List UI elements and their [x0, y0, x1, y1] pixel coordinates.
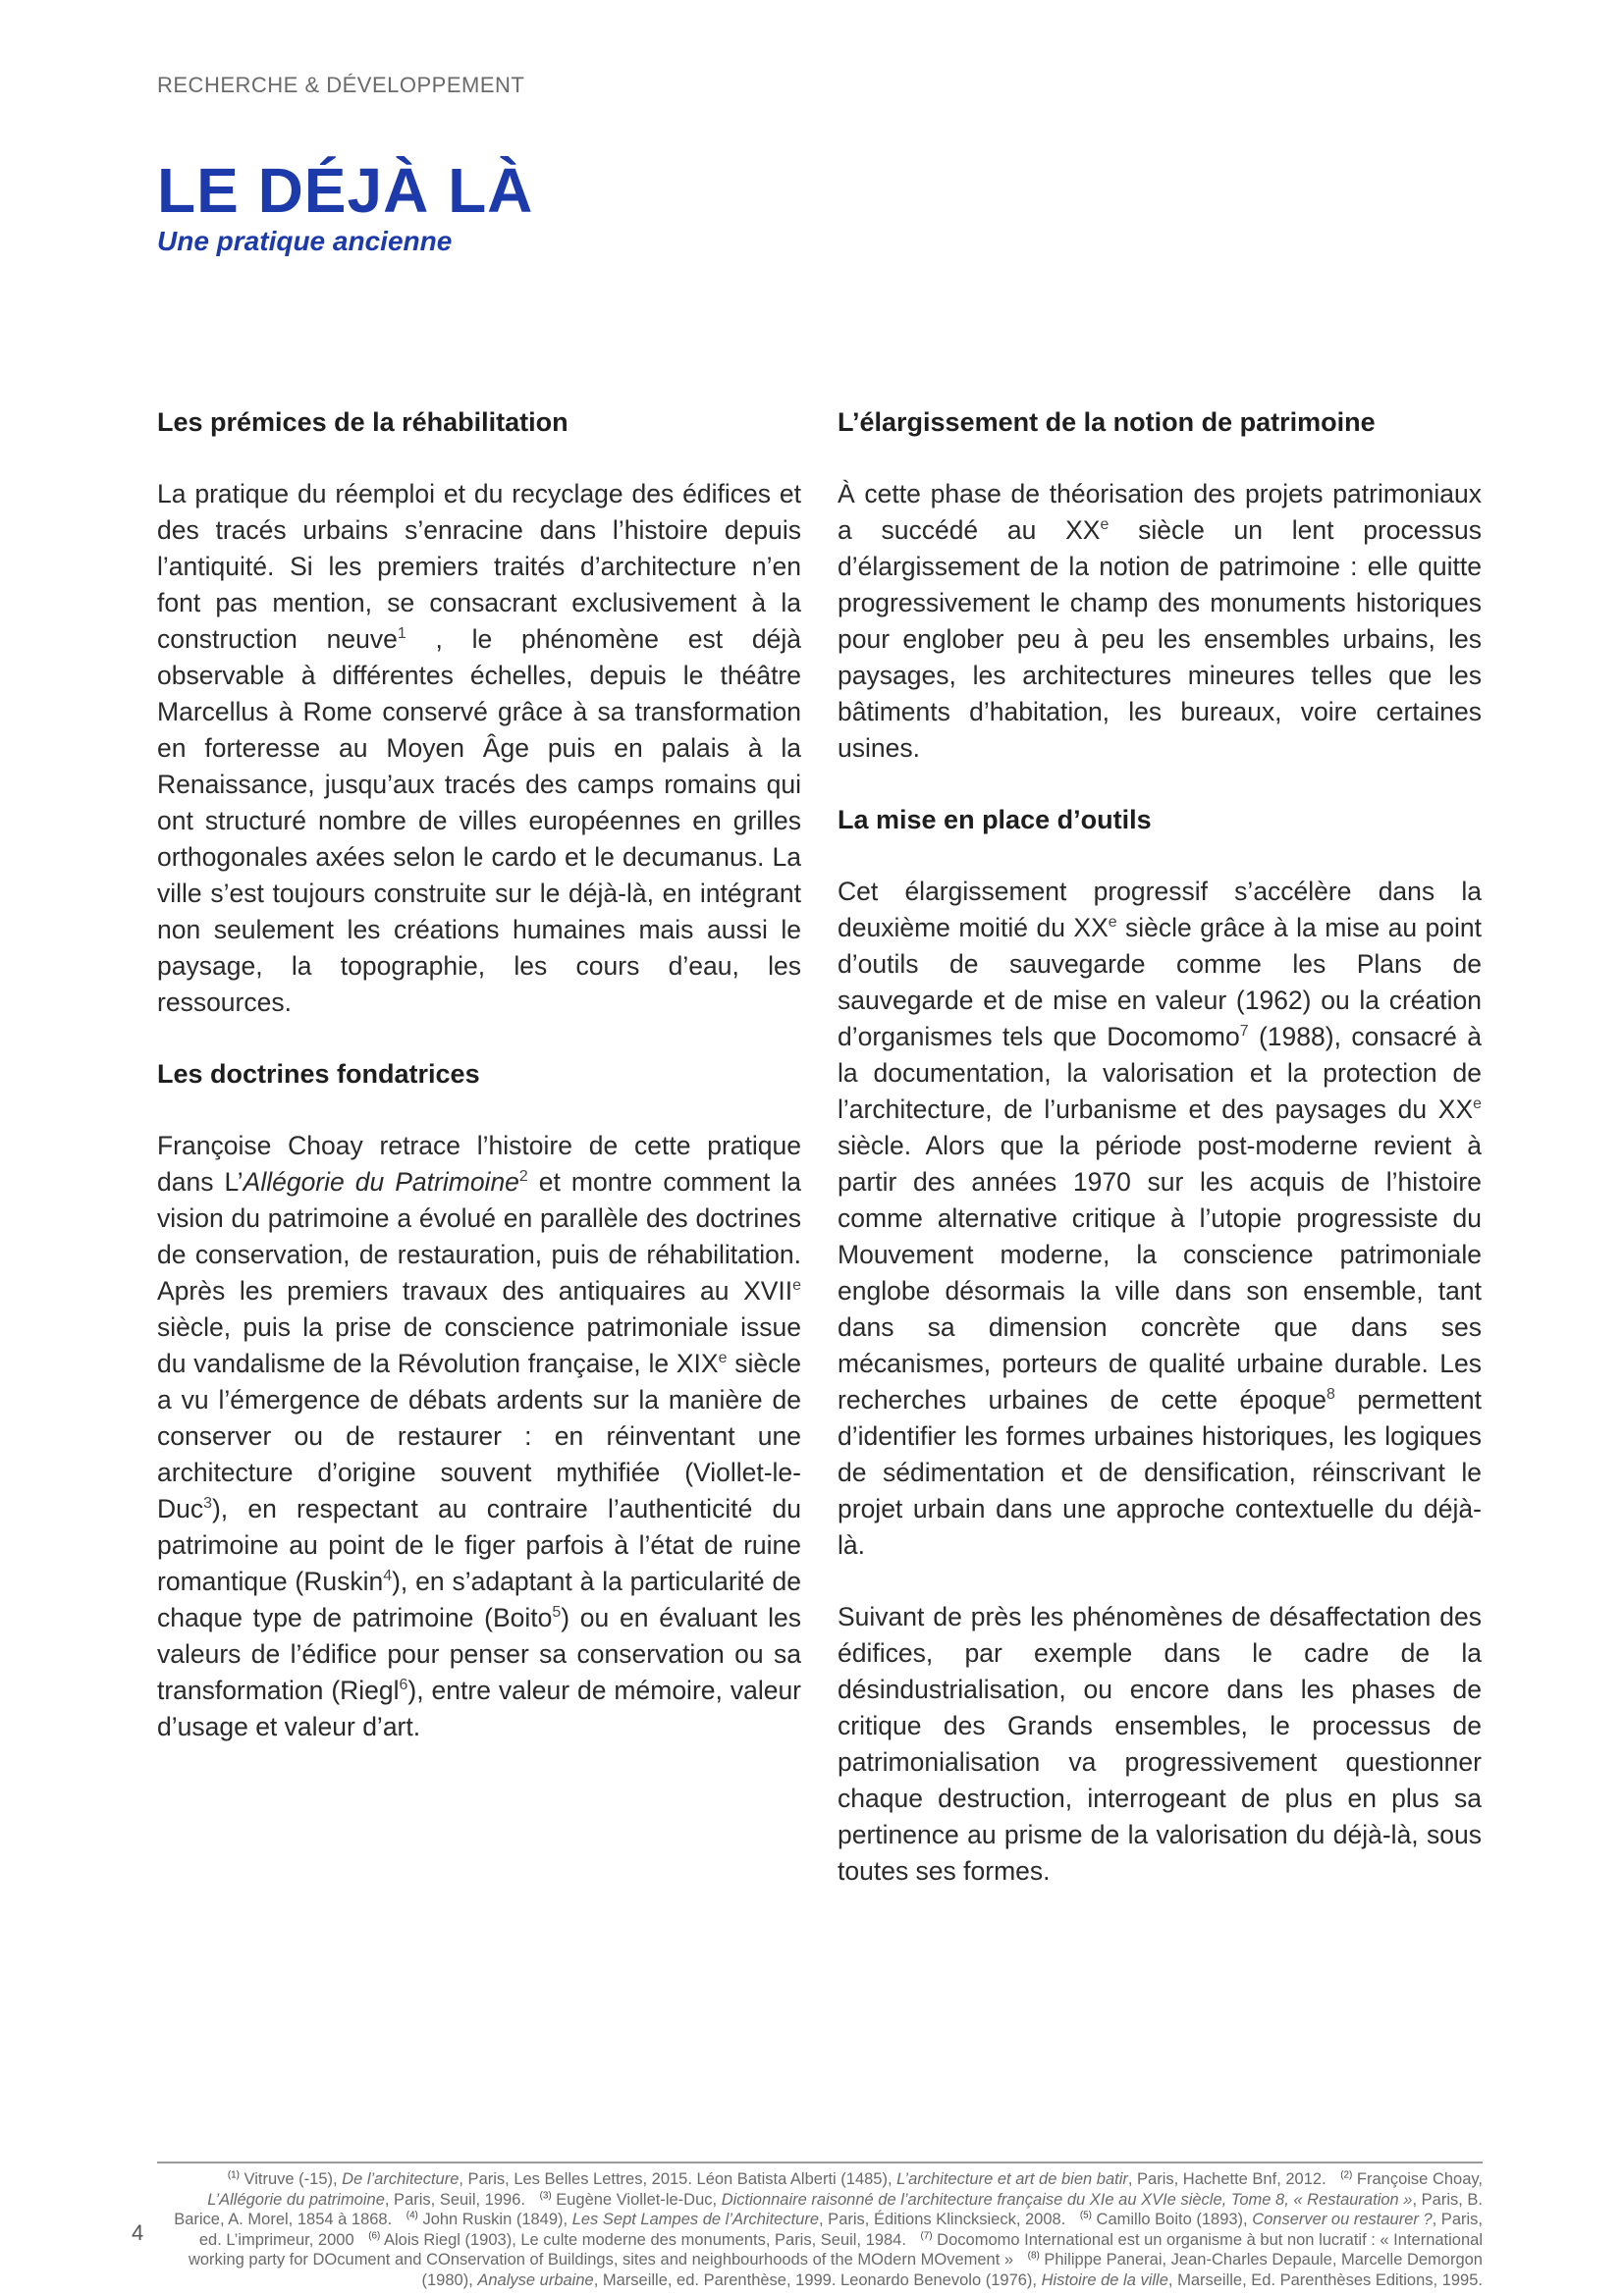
paragraph-premices: [157, 476, 801, 1021]
superscript-e: e: [1473, 1095, 1482, 1113]
text-span: , Marseille, ed. Parenthèse, 1999. Leonardo Benevolo (1976),: [593, 2270, 1042, 2289]
section-heading-doctrines: Les doctrines fondatrices: [157, 1059, 480, 1089]
paragraph-doctrines: [157, 1128, 801, 1745]
superscript-e: e: [718, 1350, 728, 1367]
footnote-6: [368, 2231, 906, 2249]
text-italic: Histoire de la ville: [1041, 2270, 1168, 2289]
footnote-marker: (7): [920, 2230, 933, 2241]
footnote-1: [228, 2170, 1326, 2188]
text-span: permettent d’identifier les formes urbaines historiques, les logiques de sédimentation et de densification, réinscrivant le projet urbain dans une approche contextuelle du déjà-là.: [838, 1385, 1482, 1560]
text-span: , Paris, B. Barice, A. Morel, 1854 à 1868.: [174, 2190, 1483, 2228]
text-span: Françoise Choay,: [1352, 2170, 1483, 2188]
text-span: ), en s’adaptant à la particularité de chaque type de patrimoine (Boito: [157, 1567, 801, 1632]
page-kicker: RECHERCHE & DÉVELOPPEMENT: [157, 73, 525, 97]
text-span: , Paris, Éditions Klincksieck, 2008.: [819, 2211, 1066, 2228]
right-column: [838, 404, 1482, 1925]
text-span: , Marseille, Ed. Parenthèses Editions, 1995.: [1167, 2270, 1483, 2289]
paragraph-elargissement: [838, 476, 1482, 767]
text-span: et montre comment la vision du patrimoine a évolué en parallèle des doctrines de conservation, de restauration, puis de réhabilitation. Après les premiers travaux des antiquaires au XVII: [157, 1167, 801, 1306]
superscript-e: e: [792, 1277, 801, 1295]
text-span: siècle grâce à la mise au point d’outils de sauvegarde comme les Plans de sauvegarde et de mise en valeur (1962) ou la création d’organismes tels que Docomomo: [838, 913, 1482, 1051]
text-span: siècle. Alors que la période post-moderne revient à partir des années 1970 sur les acquis de l’histoire comme alternative critique à l’utopie progressiste du Mouvement moderne, la conscience patrimoniale englobe désormais la ville dans son ensemble, tant dans sa dimension concrète que dans ses mécanismes, porteurs de qualité urbaine durable. Les recherches urbaines de cette époque: [838, 1131, 1482, 1415]
footnote-marker: (8): [1027, 2250, 1040, 2262]
text-span: À cette phase de théorisation des projets patrimoniaux a succédé au XX: [838, 479, 1482, 545]
footnote-ref-4: 4: [383, 1568, 393, 1585]
text-italic: L’architecture et art de bien batir: [896, 2170, 1128, 2188]
text-italic: Analyse urbaine: [477, 2270, 594, 2289]
footnote-ref-2: 2: [518, 1168, 528, 1186]
text-span: , Paris, Les Belles Lettres, 2015. Léon Batista Alberti (1485),: [459, 2170, 897, 2188]
text-italic: Conserver ou restaurer ?: [1252, 2211, 1433, 2228]
footnote-ref-6: 6: [399, 1677, 408, 1694]
text-span: Françoise Choay retrace l’histoire de cette pratique dans L’: [157, 1131, 801, 1197]
footnote-marker: (5): [1079, 2210, 1092, 2221]
text-italic: Allégorie du Patrimoine: [243, 1167, 519, 1197]
text-italic: Les Sept Lampes de l’Architecture: [571, 2211, 820, 2228]
page-number: 4: [132, 2220, 144, 2245]
text-span: La pratique du réemploi et du recyclage des édifices et des tracés urbains s’enracine dans l’histoire depuis l’antiquité. Si les premiers traités d’architecture n’en font pas mention, se consacrant exclusivement à la construction neuve: [157, 479, 801, 654]
footnote-ref-7: 7: [1239, 1023, 1249, 1041]
footnote-ref-5: 5: [552, 1604, 562, 1622]
text-span: Eugène Viollet-le-Duc,: [551, 2190, 722, 2209]
section-heading-elargissement: L’élargissement de la notion de patrimoine: [838, 407, 1376, 437]
text-span: (1988), consacré à la documentation, la valorisation et la protection de l’architecture, de l’urbanisme et des paysages du XX: [838, 1022, 1482, 1124]
section-heading-premices: Les prémices de la réhabilitation: [157, 407, 568, 437]
footnote-4: [406, 2211, 1066, 2228]
footnote-ref-3: 3: [203, 1495, 212, 1513]
text-italic: L’Allégorie du patrimoine: [207, 2190, 385, 2209]
page-title: LE DÉJÀ LÀ: [157, 155, 534, 226]
text-span: siècle, puis la prise de conscience patrimoniale issue du vandalisme de la Révolution française, le XIX: [157, 1312, 801, 1378]
footnote-marker: (1): [227, 2169, 240, 2181]
text-span: Philippe Panerai, Jean-Charles Depaule, Marcelle Demorgon (1980),: [421, 2251, 1483, 2289]
text-span: , Paris, Seuil, 1996.: [384, 2190, 525, 2209]
footnote-ref-1: 1: [397, 625, 406, 643]
text-span: Cet élargissement progressif s’accélère dans la deuxième moitié du XX: [838, 877, 1482, 942]
paragraph-outils: [838, 874, 1482, 1564]
footnote-marker: (2): [1340, 2169, 1353, 2181]
text-span: siècle a vu l’émergence de débats ardents sur la manière de conserver ou de restaurer : en réinventant une architecture d’origine souvent mythifiée (Viollet-le-Duc: [157, 1349, 801, 1523]
text-span: , le phénomène est déjà observable à différentes échelles, depuis le théâtre Marcellus à Rome conservé grâce à sa transformation en forteresse au Moyen Âge puis en palais à la Renaissance, jusqu’aux tracés des camps romains qui ont structuré nombre de villes européennes en grilles orthogonales axées selon le cardo et le decumanus. La ville s’est toujours construite sur le déjà-là, en intégrant non seulement les créations humaines mais aussi le paysage, la topographie, les cours d’eau, les ressources.: [157, 624, 801, 1017]
text-span: Docomomo International est un organisme à but non lucratif : « International working party for DOcument and COnservation of Buildings, sites and neighbourhoods of the MOdern MOvement »: [188, 2230, 1483, 2269]
text-span: John Ruskin (1849),: [417, 2211, 572, 2228]
text-italic: De l’architecture: [342, 2170, 460, 2188]
footnote-marker: (6): [368, 2230, 381, 2241]
text-span: Camillo Boito (1893),: [1091, 2211, 1253, 2228]
footnote-ref-8: 8: [1326, 1386, 1335, 1404]
text-span: siècle un lent processus d’élargissement de la notion de patrimoine : elle quitte progressivement le champ des monuments historiques pour englober peu à peu les ensembles urbains, les paysages, les architectures mineures telles que les bâtiments d’habitation, les bureaux, voire certaines usines.: [838, 515, 1482, 763]
section-heading-outils: La mise en place d’outils: [838, 805, 1152, 834]
footnote-marker: (4): [406, 2210, 418, 2221]
text-span: ), entre valeur de mémoire, valeur d’usage et valeur d’art.: [157, 1676, 802, 1741]
left-column: [157, 404, 801, 1781]
footnote-divider: [157, 2162, 1483, 2163]
text-span: ), en respectant au contraire l’authenticité du patrimoine au point de le figer parfois à l’état de ruine romantique (Ruskin: [157, 1494, 801, 1596]
text-span: , Paris, Hachette Bnf, 2012.: [1127, 2170, 1326, 2188]
page-subtitle: Une pratique ancienne: [157, 226, 453, 256]
footnote-marker: (3): [539, 2190, 552, 2201]
text-span: , Paris, ed. L’imprimeur, 2000: [198, 2211, 1483, 2249]
text-italic: Dictionnaire raisonné de l’architecture française du XIe au XVIe siècle, Tome 8, « Restauration »: [721, 2190, 1413, 2209]
footnotes: [157, 2169, 1483, 2290]
paragraph-patrimonialisation: Suivant de près les phénomènes de désaffectation des édifices, par exemple dans le cadre de la désindustrialisation, ou encore dans les phases de critique des Grands ensembles, le processus de patrimonialisation va progressivement questionner chaque destruction, interrogeant de plus en plus sa pertinence au prisme de la valorisation du déjà-là, sous toutes ses formes.: [838, 1602, 1482, 1886]
text-span: Alois Riegl (1903), Le culte moderne des monuments, Paris, Seuil, 1984.: [380, 2230, 906, 2249]
text-span: ) ou en évaluant les valeurs de l’édifice pour penser sa conservation ou sa transformation (Riegl: [157, 1603, 801, 1705]
superscript-e: e: [1100, 516, 1110, 534]
text-span: Vitruve (-15),: [239, 2170, 343, 2188]
superscript-e: e: [1108, 914, 1117, 932]
